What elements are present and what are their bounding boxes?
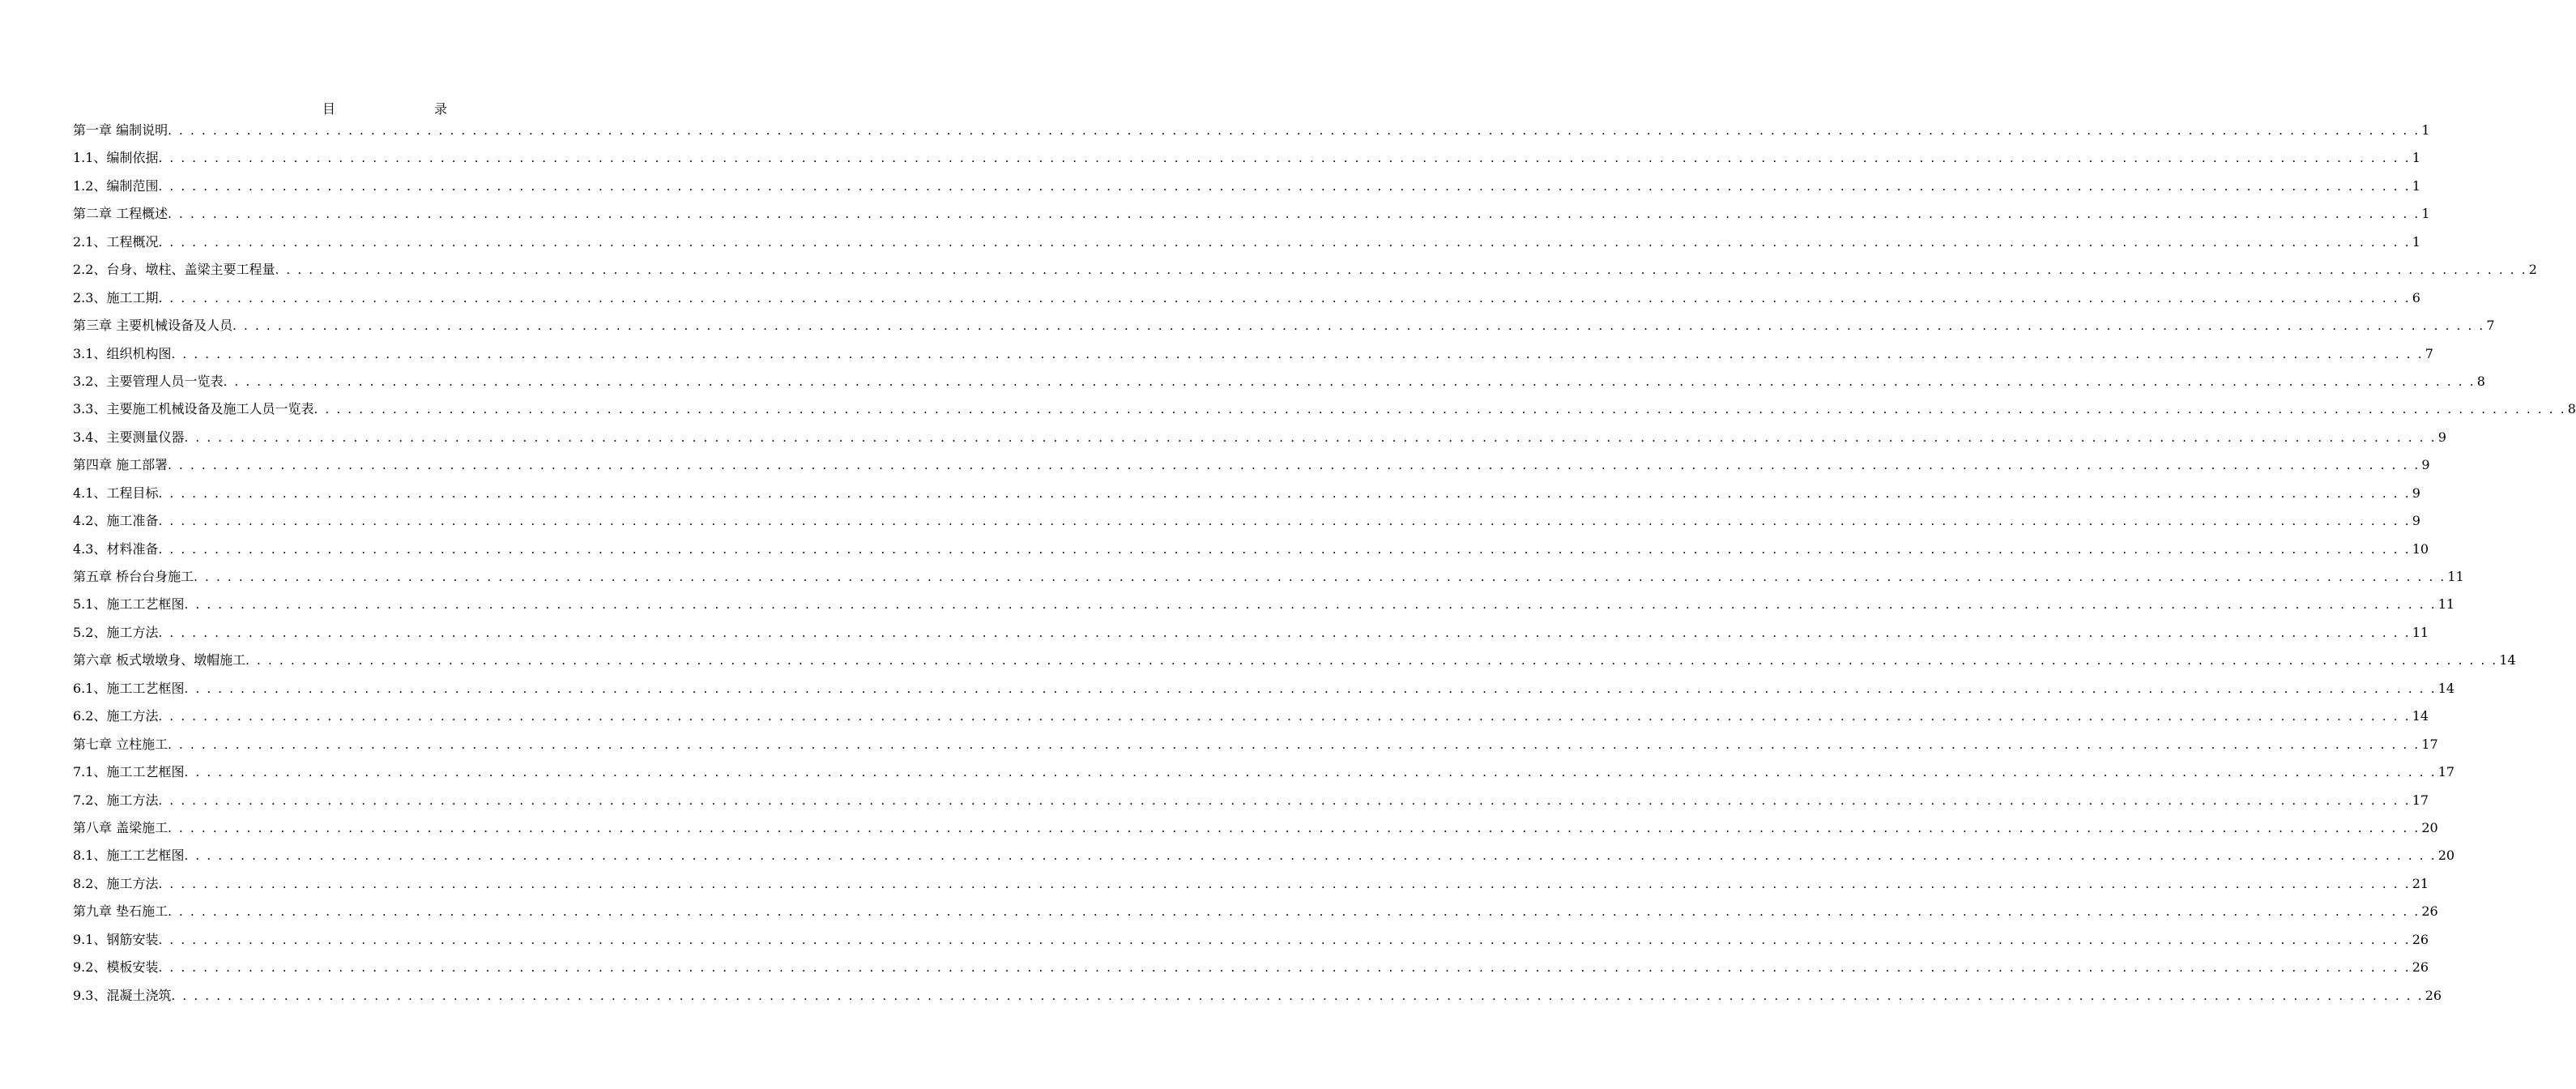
toc-leader-dots: . . . . . . . . . . . . . . . . . . . . . . . . . . . . . . . . . . . . . . . . . . . . . . . . . . . . . . . . . . . . . . . . . . . . . . . . . . . . . . . . . . . . . . . . . . . . . . . . . . . . . . . . . . . . . . . . . . . . . . . . . . . . . . . . . . . . . . . . . . . . . . . . . . . . . . . . . . . . . . . . . . . . . . . . . . . . . . . . . . . . . . . . . . . . . . . . . . . . . . . . — [232, 318, 2485, 334]
toc-entry-text: 2.3、施工工期 — [73, 289, 159, 305]
toc-entry[interactable] — [73, 591, 2455, 618]
toc-page-number: 7 — [2486, 318, 2495, 334]
toc-entry-text: 7.1、施工工艺框图 — [73, 764, 185, 780]
toc-entry-text: 2.1、工程概况 — [73, 233, 159, 250]
toc-page-number: 14 — [2437, 680, 2455, 696]
toc-leader-dots: . . . . . . . . . . . . . . . . . . . . . . . . . . . . . . . . . . . . . . . . . . . . . . . . . . . . . . . . . . . . . . . . . . . . . . . . . . . . . . . . . . . . . . . . . . . . . . . . . . . . . . . . . . . . . . . . . . . . . . . . . . . . . . . . . . . . . . . . . . . . . . . . . . . . . . . . . . . . . . . . . . . . . . . . . . . . . . . . . . . . . . . . . . . . . . . . . . . . . . . . — [168, 904, 2420, 920]
toc-entry-text: 6.2、施工方法 — [73, 708, 159, 724]
toc-entry-text: 6.1、施工工艺框图 — [73, 680, 185, 696]
toc-page-number: 9 — [2437, 429, 2446, 445]
toc-leader-dots: . . . . . . . . . . . . . . . . . . . . . . . . . . . . . . . . . . . . . . . . . . . . . . . . . . . . . . . . . . . . . . . . . . . . . . . . . . . . . . . . . . . . . . . . . . . . . . . . . . . . . . . . . . . . . . . . . . . . . . . . . . . . . . . . . . . . . . . . . . . . . . . . . . . . . . . . . . . . . . . . . . . . . . . . . . . . . . . . . . . . . . . . . . . . . . . . . . . . . . . . — [184, 765, 2437, 780]
toc-leader-dots: . . . . . . . . . . . . . . . . . . . . . . . . . . . . . . . . . . . . . . . . . . . . . . . . . . . . . . . . . . . . . . . . . . . . . . . . . . . . . . . . . . . . . . . . . . . . . . . . . . . . . . . . . . . . . . . . . . . . . . . . . . . . . . . . . . . . . . . . . . . . . . . . . . . . . . . . . . . . . . . . . . . . . . . . . . . . . . . . . . . . . . . . . . . . . . . . . . . . . . . . — [168, 820, 2420, 835]
toc-list — [73, 117, 2576, 1010]
toc-leader-dots: . . . . . . . . . . . . . . . . . . . . . . . . . . . . . . . . . . . . . . . . . . . . . . . . . . . . . . . . . . . . . . . . . . . . . . . . . . . . . . . . . . . . . . . . . . . . . . . . . . . . . . . . . . . . . . . . . . . . . . . . . . . . . . . . . . . . . . . . . . . . . . . . . . . . . . . . . . . . . . . . . . . . . . . . . . . . . . . . . . . . . . . . . . . . . . . . . . . . . . . . — [158, 932, 2411, 947]
toc-leader-dots: . . . . . . . . . . . . . . . . . . . . . . . . . . . . . . . . . . . . . . . . . . . . . . . . . . . . . . . . . . . . . . . . . . . . . . . . . . . . . . . . . . . . . . . . . . . . . . . . . . . . . . . . . . . . . . . . . . . . . . . . . . . . . . . . . . . . . . . . . . . . . . . . . . . . . . . . . . . . . . . . . . . . . . . . . . . . . . . . . . . . . . . . . . . . . . . . . . . . . . . . — [158, 876, 2411, 891]
toc-page-number: 8 — [2567, 401, 2576, 417]
toc-page-number: 26 — [2412, 931, 2429, 947]
toc-page-number: 1 — [2421, 122, 2430, 138]
toc-entry-text: 9.3、混凝土浇筑 — [73, 987, 172, 1003]
toc-entry[interactable] — [73, 926, 2429, 954]
toc-leader-dots: . . . . . . . . . . . . . . . . . . . . . . . . . . . . . . . . . . . . . . . . . . . . . . . . . . . . . . . . . . . . . . . . . . . . . . . . . . . . . . . . . . . . . . . . . . . . . . . . . . . . . . . . . . . . . . . . . . . . . . . . . . . . . . . . . . . . . . . . . . . . . . . . . . . . . . . . . . . . . . . . . . . . . . . . . . . . . . . . . . . . . . . . . . . . . . . . . . . . . . . . — [158, 709, 2411, 724]
toc-leader-dots: . . . . . . . . . . . . . . . . . . . . . . . . . . . . . . . . . . . . . . . . . . . . . . . . . . . . . . . . . . . . . . . . . . . . . . . . . . . . . . . . . . . . . . . . . . . . . . . . . . . . . . . . . . . . . . . . . . . . . . . . . . . . . . . . . . . . . . . . . . . . . . . . . . . . . . . . . . . . . . . . . . . . . . . . . . . . . . . . . . . . . . . . . . . . . . . . . . . . . . . . — [158, 178, 2411, 194]
toc-leader-dots: . . . . . . . . . . . . . . . . . . . . . . . . . . . . . . . . . . . . . . . . . . . . . . . . . . . . . . . . . . . . . . . . . . . . . . . . . . . . . . . . . . . . . . . . . . . . . . . . . . . . . . . . . . . . . . . . . . . . . . . . . . . . . . . . . . . . . . . . . . . . . . . . . . . . . . . . . . . . . . . . . . . . . . . . . . . . . . . . . . . . . . . . . . . . . . . . . . . . . . . . — [171, 988, 2424, 1003]
toc-entry[interactable] — [73, 954, 2429, 981]
toc-entry-text: 3.3、主要施工机械设备及施工人员一览表 — [73, 401, 314, 417]
toc-entry-text: 9.2、模板安装 — [73, 959, 159, 976]
toc-leader-dots: . . . . . . . . . . . . . . . . . . . . . . . . . . . . . . . . . . . . . . . . . . . . . . . . . . . . . . . . . . . . . . . . . . . . . . . . . . . . . . . . . . . . . . . . . . . . . . . . . . . . . . . . . . . . . . . . . . . . . . . . . . . . . . . . . . . . . . . . . . . . . . . . . . . . . . . . . . . . . . . . . . . . . . . . . . . . . . . . . . . . . . . . . . . . . . . . . . . . . . . . — [184, 597, 2437, 613]
toc-page-number: 1 — [2412, 177, 2420, 194]
toc-entry-text: 5.2、施工方法 — [73, 624, 159, 640]
toc-entry[interactable] — [73, 451, 2430, 479]
toc-entry[interactable] — [73, 870, 2429, 898]
toc-leader-dots: . . . . . . . . . . . . . . . . . . . . . . . . . . . . . . . . . . . . . . . . . . . . . . . . . . . . . . . . . . . . . . . . . . . . . . . . . . . . . . . . . . . . . . . . . . . . . . . . . . . . . . . . . . . . . . . . . . . . . . . . . . . . . . . . . . . . . . . . . . . . . . . . . . . . . . . . . . . . . . . . . . . . . . . . . . . . . . . . . . . . . . . . . . . . . . . . . . . . . . . . — [158, 485, 2411, 501]
toc-entry[interactable] — [73, 507, 2420, 535]
toc-entry-text: 8.2、施工方法 — [73, 875, 159, 891]
toc-entry-text: 3.1、组织机构图 — [73, 345, 172, 361]
toc-entry[interactable] — [73, 758, 2455, 786]
toc-entry[interactable] — [73, 536, 2429, 563]
toc-entry-text: 4.1、工程目标 — [73, 485, 159, 501]
toc-entry[interactable] — [73, 703, 2429, 730]
toc-leader-dots: . . . . . . . . . . . . . . . . . . . . . . . . . . . . . . . . . . . . . . . . . . . . . . . . . . . . . . . . . . . . . . . . . . . . . . . . . . . . . . . . . . . . . . . . . . . . . . . . . . . . . . . . . . . . . . . . . . . . . . . . . . . . . . . . . . . . . . . . . . . . . . . . . . . . . . . . . . . . . . . . . . . . . . . . . . . . . . . . . . . . . . . . . . . . . . . . . . . . . . . . — [168, 123, 2420, 138]
toc-page-number: 11 — [2412, 624, 2429, 640]
toc-page-number: 21 — [2412, 875, 2429, 891]
toc-page-number: 17 — [2421, 736, 2438, 752]
toc-entry[interactable] — [73, 731, 2438, 758]
toc-page-number: 26 — [2412, 959, 2429, 976]
toc-leader-dots: . . . . . . . . . . . . . . . . . . . . . . . . . . . . . . . . . . . . . . . . . . . . . . . . . . . . . . . . . . . . . . . . . . . . . . . . . . . . . . . . . . . . . . . . . . . . . . . . . . . . . . . . . . . . . . . . . . . . . . . . . . . . . . . . . . . . . . . . . . . . . . . . . . . . . . . . . . . . . . . . . . . . . . . . . . . . . . . . . . . . . . . . . . . . . . . . . . . . . . . . — [158, 514, 2411, 529]
toc-page-number: 10 — [2412, 540, 2429, 557]
toc-entry[interactable] — [73, 619, 2429, 647]
toc-page-number: 8 — [2476, 373, 2485, 389]
toc-entry[interactable] — [73, 368, 2485, 395]
toc-entry-text: 第三章 主要机械设备及人员 — [73, 318, 233, 334]
toc-page-number: 11 — [2447, 569, 2464, 584]
toc-page-number: 1 — [2421, 206, 2430, 222]
toc-entry[interactable] — [73, 982, 2442, 1010]
toc-entry[interactable] — [73, 173, 2420, 200]
toc-entry-text: 第八章 盖梁施工 — [73, 819, 168, 835]
toc-title: 目 录 — [322, 101, 471, 117]
toc-entry[interactable] — [73, 898, 2438, 925]
toc-leader-dots: . . . . . . . . . . . . . . . . . . . . . . . . . . . . . . . . . . . . . . . . . . . . . . . . . . . . . . . . . . . . . . . . . . . . . . . . . . . . . . . . . . . . . . . . . . . . . . . . . . . . . . . . . . . . . . . . . . . . . . . . . . . . . . . . . . . . . . . . . . . . . . . . . . . . . . . . . . . . . . . . . . . . . . . . . . . . . . . . . . . . . . . . . . . . . . . . . . . . . . . . — [158, 541, 2411, 557]
toc-entry-text: 9.1、钢筋安装 — [73, 931, 159, 947]
toc-entry[interactable] — [73, 424, 2446, 451]
toc-entry-text: 8.1、施工工艺框图 — [73, 848, 185, 864]
toc-entry[interactable] — [73, 647, 2516, 674]
toc-entry[interactable] — [73, 814, 2438, 842]
toc-leader-dots: . . . . . . . . . . . . . . . . . . . . . . . . . . . . . . . . . . . . . . . . . . . . . . . . . . . . . . . . . . . . . . . . . . . . . . . . . . . . . . . . . . . . . . . . . . . . . . . . . . . . . . . . . . . . . . . . . . . . . . . . . . . . . . . . . . . . . . . . . . . . . . . . . . . . . . . . . . . . . . . . . . . . . . . . . . . . . . . . . . . . . . . . . . . . . . . . . . . . . . . . — [168, 737, 2420, 752]
toc-entry-text: 第七章 立柱施工 — [73, 736, 168, 752]
toc-entry[interactable] — [73, 200, 2430, 228]
toc-entry[interactable] — [73, 395, 2576, 423]
toc-page-number: 14 — [2412, 708, 2429, 724]
toc-leader-dots: . . . . . . . . . . . . . . . . . . . . . . . . . . . . . . . . . . . . . . . . . . . . . . . . . . . . . . . . . . . . . . . . . . . . . . . . . . . . . . . . . . . . . . . . . . . . . . . . . . . . . . . . . . . . . . . . . . . . . . . . . . . . . . . . . . . . . . . . . . . . . . . . . . . . . . . . . . . . . . . . . . . . . . . . . . . . . . . . . . . . . . . . . . . . . . . . . . . . . . . . — [184, 848, 2437, 864]
toc-page-number: 6 — [2412, 289, 2420, 305]
toc-entry[interactable] — [73, 284, 2420, 312]
toc-page-number: 1 — [2412, 233, 2420, 250]
toc-entry[interactable] — [73, 480, 2420, 507]
toc-entry-text: 2.2、台身、墩柱、盖梁主要工程量 — [73, 262, 275, 278]
toc-entry[interactable] — [73, 144, 2420, 172]
toc-entry[interactable] — [73, 312, 2495, 340]
toc-page-number: 11 — [2437, 596, 2455, 613]
toc-page-number: 20 — [2437, 848, 2455, 864]
toc-entry[interactable] — [73, 340, 2433, 368]
toc-leader-dots: . . . . . . . . . . . . . . . . . . . . . . . . . . . . . . . . . . . . . . . . . . . . . . . . . . . . . . . . . . . . . . . . . . . . . . . . . . . . . . . . . . . . . . . . . . . . . . . . . . . . . . . . . . . . . . . . . . . . . . . . . . . . . . . . . . . . . . . . . . . . . . . . . . . . . . . . . . . . . . . . . . . . . . . . . . . . . . . . . . . . . . . . . . . . . . . . . . . . . . . . — [171, 346, 2424, 361]
toc-page-number: 14 — [2499, 652, 2516, 668]
toc-entry-text: 1.1、编制依据 — [73, 150, 159, 166]
toc-page-number: 1 — [2412, 150, 2420, 166]
toc-entry-text: 4.2、施工准备 — [73, 513, 159, 529]
toc-leader-dots: . . . . . . . . . . . . . . . . . . . . . . . . . . . . . . . . . . . . . . . . . . . . . . . . . . . . . . . . . . . . . . . . . . . . . . . . . . . . . . . . . . . . . . . . . . . . . . . . . . . . . . . . . . . . . . . . . . . . . . . . . . . . . . . . . . . . . . . . . . . . . . . . . . . . . . . . . . . . . . . . . . . . . . . . . . . . . . . . . . . . . . . . . . . . . . . . . . . . . . . . — [158, 151, 2411, 166]
toc-entry-text: 第一章 编制说明 — [73, 122, 168, 138]
toc-entry-text: 3.2、主要管理人员一览表 — [73, 373, 224, 389]
toc-page-number: 17 — [2437, 764, 2455, 780]
toc-entry[interactable] — [73, 117, 2430, 144]
toc-leader-dots: . . . . . . . . . . . . . . . . . . . . . . . . . . . . . . . . . . . . . . . . . . . . . . . . . . . . . . . . . . . . . . . . . . . . . . . . . . . . . . . . . . . . . . . . . . . . . . . . . . . . . . . . . . . . . . . . . . . . . . . . . . . . . . . . . . . . . . . . . . . . . . . . . . . . . . . . . . . . . . . . . . . . . . . . . . . . . . . . . . . . . . . . . . . . . . . . . . . . . . . . — [194, 570, 2446, 584]
toc-entry[interactable] — [73, 228, 2420, 256]
toc-leader-dots: . . . . . . . . . . . . . . . . . . . . . . . . . . . . . . . . . . . . . . . . . . . . . . . . . . . . . . . . . . . . . . . . . . . . . . . . . . . . . . . . . . . . . . . . . . . . . . . . . . . . . . . . . . . . . . . . . . . . . . . . . . . . . . . . . . . . . . . . . . . . . . . . . . . . . . . . . . . . . . . . . . . . . . . . . . . . . . . . . . . . . . . . . . . . . . . . . . . . . . . . — [184, 681, 2437, 696]
toc-page-number: 9 — [2412, 485, 2420, 501]
toc-leader-dots: . . . . . . . . . . . . . . . . . . . . . . . . . . . . . . . . . . . . . . . . . . . . . . . . . . . . . . . . . . . . . . . . . . . . . . . . . . . . . . . . . . . . . . . . . . . . . . . . . . . . . . . . . . . . . . . . . . . . . . . . . . . . . . . . . . . . . . . . . . . . . . . . . . . . . . . . . . . . . . . . . . . . . . . . . . . . . . . . . . . . . . . . . . . . . . . . . . . . . . . . — [158, 960, 2411, 976]
toc-entry-text: 第五章 桥台台身施工 — [73, 569, 194, 584]
toc-leader-dots: . . . . . . . . . . . . . . . . . . . . . . . . . . . . . . . . . . . . . . . . . . . . . . . . . . . . . . . . . . . . . . . . . . . . . . . . . . . . . . . . . . . . . . . . . . . . . . . . . . . . . . . . . . . . . . . . . . . . . . . . . . . . . . . . . . . . . . . . . . . . . . . . . . . . . . . . . . . . . . . . . . . . . . . . . . . . . . . . . . . . . . . . . . . . . . . . . . . . . . . . — [168, 458, 2420, 473]
toc-page-number: 9 — [2412, 513, 2420, 529]
toc-entry[interactable] — [73, 675, 2455, 703]
toc-entry-text: 3.4、主要测量仪器 — [73, 429, 185, 445]
toc-leader-dots: . . . . . . . . . . . . . . . . . . . . . . . . . . . . . . . . . . . . . . . . . . . . . . . . . . . . . . . . . . . . . . . . . . . . . . . . . . . . . . . . . . . . . . . . . . . . . . . . . . . . . . . . . . . . . . . . . . . . . . . . . . . . . . . . . . . . . . . . . . . . . . . . . . . . . . . . . . . . . . . . . . . . . . . . . . . . . . . . . . . . . . . . . . . . . . . . . . . . . . . . — [158, 625, 2411, 640]
toc-leader-dots: . . . . . . . . . . . . . . . . . . . . . . . . . . . . . . . . . . . . . . . . . . . . . . . . . . . . . . . . . . . . . . . . . . . . . . . . . . . . . . . . . . . . . . . . . . . . . . . . . . . . . . . . . . . . . . . . . . . . . . . . . . . . . . . . . . . . . . . . . . . . . . . . . . . . . . . . . . . . . . . . . . . . . . . . . . . . . . . . . . . . . . . . . . . . . . . . . . . . . . . . — [168, 207, 2420, 222]
toc-leader-dots: . . . . . . . . . . . . . . . . . . . . . . . . . . . . . . . . . . . . . . . . . . . . . . . . . . . . . . . . . . . . . . . . . . . . . . . . . . . . . . . . . . . . . . . . . . . . . . . . . . . . . . . . . . . . . . . . . . . . . . . . . . . . . . . . . . . . . . . . . . . . . . . . . . . . . . . . . . . . . . . . . . . . . . . . . . . . . . . . . . . . . . . . . . . . . . . . . . . . . . . . — [158, 792, 2411, 808]
toc-leader-dots: . . . . . . . . . . . . . . . . . . . . . . . . . . . . . . . . . . . . . . . . . . . . . . . . . . . . . . . . . . . . . . . . . . . . . . . . . . . . . . . . . . . . . . . . . . . . . . . . . . . . . . . . . . . . . . . . . . . . . . . . . . . . . . . . . . . . . . . . . . . . . . . . . . . . . . . . . . . . . . . . . . . . . . . . . . . . . . . . . . . . . . . . . . . . . . . . . . . . . . . . — [275, 263, 2527, 278]
toc-page-number: 2 — [2528, 262, 2537, 278]
toc-page-number: 9 — [2421, 457, 2430, 473]
toc-page-number: 26 — [2421, 903, 2438, 920]
toc-entry[interactable] — [73, 842, 2455, 869]
toc-leader-dots: . . . . . . . . . . . . . . . . . . . . . . . . . . . . . . . . . . . . . . . . . . . . . . . . . . . . . . . . . . . . . . . . . . . . . . . . . . . . . . . . . . . . . . . . . . . . . . . . . . . . . . . . . . . . . . . . . . . . . . . . . . . . . . . . . . . . . . . . . . . . . . . . . . . . . . . . . . . . . . . . . . . . . . . . . . . . . . . . . . . . . . . . . . . . . . . . . . . . . . . . — [158, 234, 2411, 250]
toc-leader-dots: . . . . . . . . . . . . . . . . . . . . . . . . . . . . . . . . . . . . . . . . . . . . . . . . . . . . . . . . . . . . . . . . . . . . . . . . . . . . . . . . . . . . . . . . . . . . . . . . . . . . . . . . . . . . . . . . . . . . . . . . . . . . . . . . . . . . . . . . . . . . . . . . . . . . . . . . . . . . . . . . . . . . . . . . . . . . . . . . . . . . . . . . . . . . . . . . . . . . . . . . — [245, 653, 2498, 668]
toc-entry-text: 第四章 施工部署 — [73, 457, 168, 473]
toc-entry[interactable] — [73, 563, 2464, 591]
toc-leader-dots: . . . . . . . . . . . . . . . . . . . . . . . . . . . . . . . . . . . . . . . . . . . . . . . . . . . . . . . . . . . . . . . . . . . . . . . . . . . . . . . . . . . . . . . . . . . . . . . . . . . . . . . . . . . . . . . . . . . . . . . . . . . . . . . . . . . . . . . . . . . . . . . . . . . . . . . . . . . . . . . . . . . . . . . . . . . . . . . . . . . . . . . . . . . . . . . . . . . . . . . . — [158, 290, 2411, 305]
toc-entry-text: 第六章 板式墩墩身、墩帽施工 — [73, 652, 246, 668]
toc-leader-dots: . . . . . . . . . . . . . . . . . . . . . . . . . . . . . . . . . . . . . . . . . . . . . . . . . . . . . . . . . . . . . . . . . . . . . . . . . . . . . . . . . . . . . . . . . . . . . . . . . . . . . . . . . . . . . . . . . . . . . . . . . . . . . . . . . . . . . . . . . . . . . . . . . . . . . . . . . . . . . . . . . . . . . . . . . . . . . . . . . . . . . . . . . . . . . . . . . . . . . . . . — [223, 374, 2476, 389]
toc-entry[interactable] — [73, 787, 2429, 814]
toc-entry-text: 1.2、编制范围 — [73, 177, 159, 194]
toc-entry-text: 4.3、材料准备 — [73, 540, 159, 557]
toc-entry[interactable] — [73, 256, 2537, 284]
toc-entry-text: 5.1、施工工艺框图 — [73, 596, 185, 613]
toc-entry-text: 7.2、施工方法 — [73, 792, 159, 808]
toc-page-number: 17 — [2412, 792, 2429, 808]
toc-page-number: 7 — [2425, 345, 2433, 361]
toc-entry-text: 第二章 工程概述 — [73, 206, 168, 222]
toc-leader-dots: . . . . . . . . . . . . . . . . . . . . . . . . . . . . . . . . . . . . . . . . . . . . . . . . . . . . . . . . . . . . . . . . . . . . . . . . . . . . . . . . . . . . . . . . . . . . . . . . . . . . . . . . . . . . . . . . . . . . . . . . . . . . . . . . . . . . . . . . . . . . . . . . . . . . . . . . . . . . . . . . . . . . . . . . . . . . . . . . . . . . . . . . . . . . . . . . . . . . . . . . — [184, 429, 2437, 445]
toc-leader-dots: . . . . . . . . . . . . . . . . . . . . . . . . . . . . . . . . . . . . . . . . . . . . . . . . . . . . . . . . . . . . . . . . . . . . . . . . . . . . . . . . . . . . . . . . . . . . . . . . . . . . . . . . . . . . . . . . . . . . . . . . . . . . . . . . . . . . . . . . . . . . . . . . . . . . . . . . . . . . . . . . . . . . . . . . . . . . . . . . . . . . . . . . . . . . . . . . . . . . . . . . — [313, 402, 2566, 417]
toc-entry-text: 第九章 垫石施工 — [73, 903, 168, 920]
toc-page-number: 26 — [2425, 987, 2442, 1003]
toc-page-number: 20 — [2421, 819, 2438, 835]
